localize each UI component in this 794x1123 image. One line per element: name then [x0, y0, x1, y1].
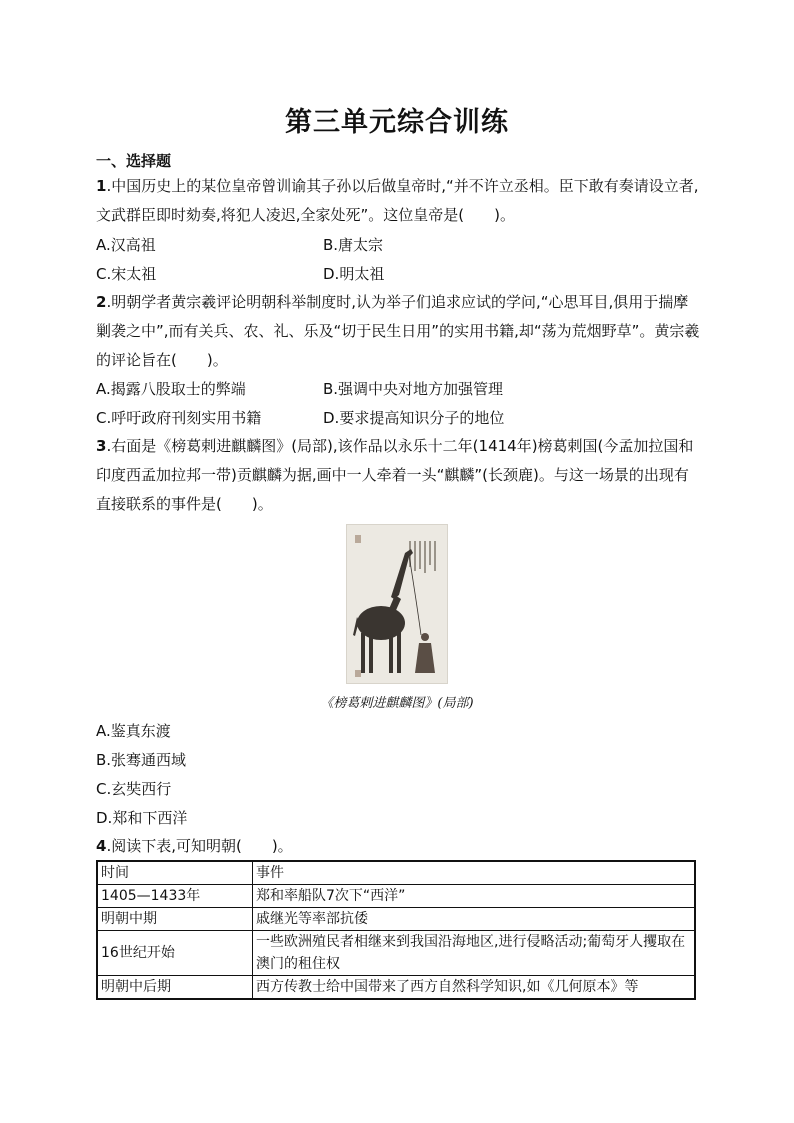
table-cell: 明朝中后期	[97, 976, 253, 1000]
option-a: A.汉高祖	[96, 236, 156, 254]
table-row	[97, 885, 695, 908]
option-d: D.明太祖	[323, 265, 385, 283]
section-heading: 一、选择题	[96, 152, 172, 170]
option-b: B.唐太宗	[323, 236, 384, 254]
question-2	[96, 288, 700, 375]
table-cell: 戚继光等率部抗倭	[253, 908, 696, 931]
table-cell: 一些欧洲殖民者相继来到我国沿海地区,进行侵略活动;葡萄牙人攫取在澳门的租住权	[253, 931, 696, 976]
question-text: .明朝学者黄宗羲评论明朝科举制度时,认为举子们追求应试的学问,“心思耳目,俱用于揣摩剿袭之中”,而有关兵、农、礼、乐及“切于民生日用”的实用书籍,却“荡为荒烟野草”。黄宗羲的评论旨在( )。	[96, 293, 700, 369]
table-cell: 西方传教士给中国带来了西方自然科学知识,如《几何原本》等	[253, 976, 696, 1000]
table-row	[97, 908, 695, 931]
option-c: C.宋太祖	[96, 265, 157, 283]
table-cell: 明朝中期	[97, 908, 253, 931]
giraffe-painting-image	[346, 524, 448, 684]
question-text: .阅读下表,可知明朝( )。	[106, 837, 293, 855]
option-b: B.强调中央对地方加强管理	[323, 380, 504, 398]
option-d: D.要求提高知识分子的地位	[323, 409, 505, 427]
question-number: 1	[96, 177, 107, 195]
history-table	[96, 860, 696, 1000]
question-3	[96, 432, 700, 519]
question-number: 2	[96, 293, 107, 311]
question-number: 4	[96, 837, 107, 855]
option-a: A.鉴真东渡	[96, 722, 171, 740]
table-cell: 郑和率船队7次下“西洋”	[253, 885, 696, 908]
question-text: .中国历史上的某位皇帝曾训谕其子孙以后做皇帝时,“并不许立丞相。臣下敢有奏请设立者,文武群臣即时劾奏,将犯人凌迟,全家处死”。这位皇帝是( )。	[96, 177, 699, 224]
option-c: C.玄奘西行	[96, 780, 172, 798]
option-b: B.张骞通西域	[96, 751, 187, 769]
question-1	[96, 172, 700, 230]
option-c: C.呼吁政府刊刻实用书籍	[96, 409, 262, 427]
table-header-cell: 时间	[97, 861, 253, 885]
table-row	[97, 976, 695, 1000]
table-header-cell: 事件	[253, 861, 696, 885]
table-cell: 1405—1433年	[97, 885, 253, 908]
figure-caption: 《榜葛剌进麒麟图》(局部)	[320, 696, 474, 711]
table-cell: 16世纪开始	[97, 931, 253, 976]
question-4	[96, 832, 700, 861]
question-text: .右面是《榜葛剌进麒麟图》(局部),该作品以永乐十二年(1414年)榜葛剌国(今孟加拉国和印度西孟加拉邦一带)贡麒麟为据,画中一人牵着一头“麒麟”(长颈鹿)。与这一场景的出现有直接联系的事件是( )。	[96, 437, 694, 513]
page-title: 第三单元综合训练	[285, 107, 509, 138]
giraffe-illustration	[347, 525, 447, 683]
question-number: 3	[96, 437, 107, 455]
table-row	[97, 931, 695, 976]
table-header-row	[97, 861, 695, 885]
option-a: A.揭露八股取士的弊端	[96, 380, 246, 398]
option-d: D.郑和下西洋	[96, 809, 188, 827]
